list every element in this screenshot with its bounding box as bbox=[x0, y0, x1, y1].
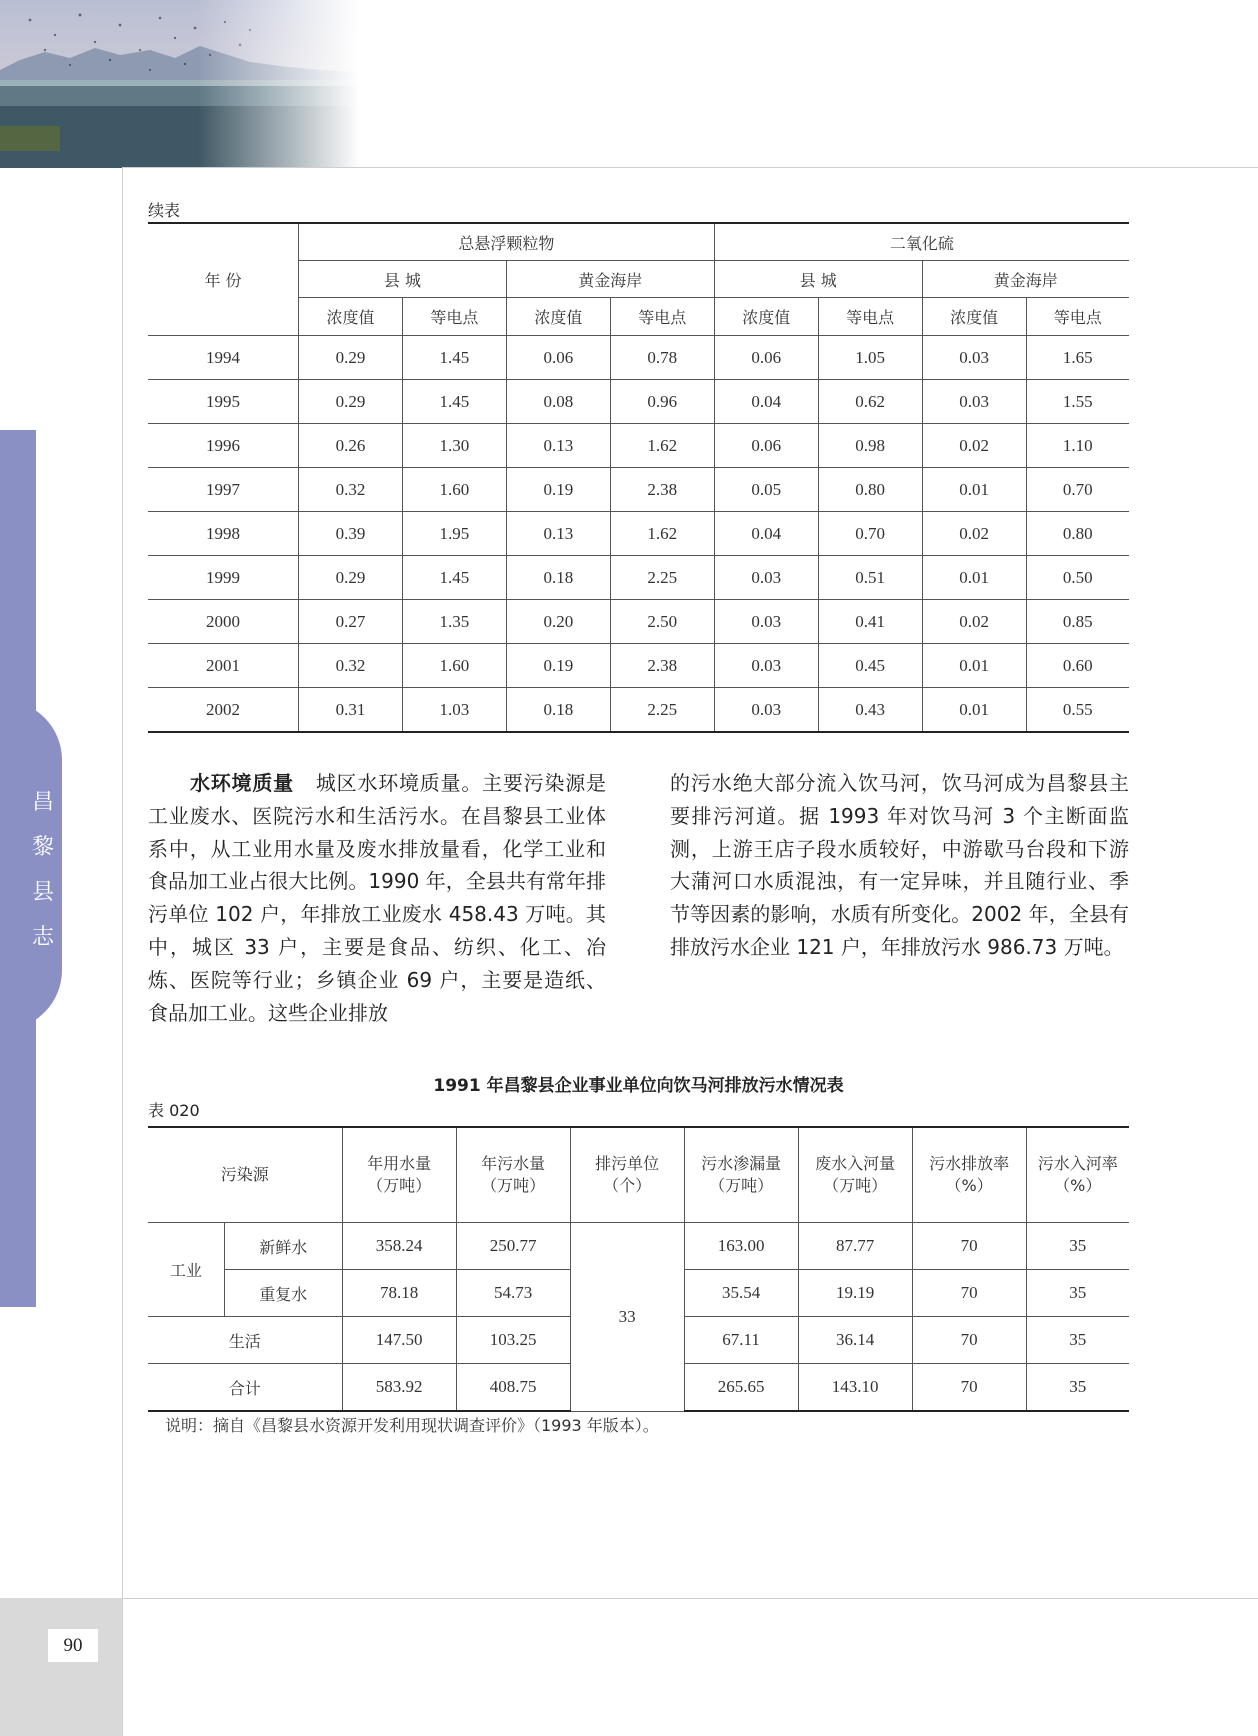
header-line: 年污水量 bbox=[481, 1154, 546, 1173]
table-cell: 0.13 bbox=[506, 512, 610, 556]
footer-rule bbox=[122, 1598, 1258, 1599]
table-cell: 103.25 bbox=[456, 1317, 570, 1364]
table-cell: 1.95 bbox=[402, 512, 506, 556]
table-cell: 1.60 bbox=[402, 644, 506, 688]
table-cell: 0.06 bbox=[714, 336, 818, 380]
table-cell: 1.62 bbox=[610, 424, 714, 468]
table-cell: 87.77 bbox=[798, 1223, 912, 1270]
table-cell: 0.85 bbox=[1026, 600, 1129, 644]
table-cell: 0.70 bbox=[1026, 468, 1129, 512]
year-header: 年 份 bbox=[148, 223, 299, 336]
section-heading: 水环境质量 bbox=[190, 771, 294, 795]
table-cell: 0.04 bbox=[714, 380, 818, 424]
table-cell: 0.03 bbox=[714, 556, 818, 600]
table2-note: 说明：摘自《昌黎县水资源开发利用现状调查评价》（1993 年版本）。 bbox=[165, 1416, 659, 1435]
table-cell: 0.03 bbox=[714, 644, 818, 688]
header-line: 排污单位 bbox=[595, 1154, 660, 1173]
table-cell: 67.11 bbox=[684, 1317, 798, 1364]
table-row bbox=[148, 424, 1129, 468]
table-cell: 0.03 bbox=[714, 688, 818, 733]
header-cell bbox=[798, 1127, 912, 1223]
table-cell: 0.27 bbox=[299, 600, 403, 644]
table-cell: 0.18 bbox=[506, 688, 610, 733]
body-right-column bbox=[670, 767, 1129, 964]
side-title bbox=[28, 780, 58, 960]
table-cell: 35 bbox=[1026, 1317, 1129, 1364]
page-number: 90 bbox=[48, 1629, 98, 1662]
table-cell: 0.26 bbox=[299, 424, 403, 468]
header-line: （万吨） bbox=[823, 1176, 888, 1195]
header-cell bbox=[912, 1127, 1026, 1223]
table-cell: 70 bbox=[912, 1223, 1026, 1270]
table-cell: 265.65 bbox=[684, 1364, 798, 1412]
side-title-char: 志 bbox=[31, 925, 54, 950]
table-cell: 408.75 bbox=[456, 1364, 570, 1412]
table-cell: 0.50 bbox=[1026, 556, 1129, 600]
header-cell bbox=[570, 1127, 684, 1223]
table-cell: 147.50 bbox=[342, 1317, 456, 1364]
table-cell: 0.98 bbox=[818, 424, 922, 468]
side-title-char: 昌 bbox=[31, 790, 54, 815]
table-cell: 70 bbox=[912, 1364, 1026, 1412]
table-cell: 0.96 bbox=[610, 380, 714, 424]
measure-header: 等电点 bbox=[610, 298, 714, 336]
table1-label: 续表 bbox=[148, 201, 181, 220]
table-cell: 0.41 bbox=[818, 600, 922, 644]
measure-header: 等电点 bbox=[818, 298, 922, 336]
table-cell: 0.08 bbox=[506, 380, 610, 424]
table2-label: 表 020 bbox=[148, 1101, 200, 1120]
measure-header: 浓度值 bbox=[714, 298, 818, 336]
table-cell: 0.01 bbox=[922, 556, 1026, 600]
table-cell: 0.29 bbox=[299, 380, 403, 424]
header-line: （%） bbox=[1054, 1176, 1102, 1195]
table-cell: 2.38 bbox=[610, 644, 714, 688]
table-cell: 1.62 bbox=[610, 512, 714, 556]
table-cell: 0.03 bbox=[922, 380, 1026, 424]
table-row bbox=[148, 600, 1129, 644]
location-header: 黄金海岸 bbox=[506, 261, 714, 298]
side-title-char: 黎 bbox=[31, 835, 54, 860]
table-cell: 0.80 bbox=[1026, 512, 1129, 556]
table-cell: 0.06 bbox=[714, 424, 818, 468]
table-cell: 19.19 bbox=[798, 1270, 912, 1317]
measure-header: 等电点 bbox=[402, 298, 506, 336]
row-label: 生活 bbox=[148, 1317, 342, 1364]
table-cell: 0.39 bbox=[299, 512, 403, 556]
header-line: 污水排放率 bbox=[929, 1154, 1010, 1173]
location-header: 黄金海岸 bbox=[922, 261, 1129, 298]
table-cell: 70 bbox=[912, 1270, 1026, 1317]
table-cell: 143.10 bbox=[798, 1364, 912, 1412]
header-line: （万吨） bbox=[709, 1176, 774, 1195]
measure-header: 浓度值 bbox=[506, 298, 610, 336]
header-line: （个） bbox=[603, 1176, 652, 1195]
table-cell: 250.77 bbox=[456, 1223, 570, 1270]
table-cell: 358.24 bbox=[342, 1223, 456, 1270]
table-cell: 54.73 bbox=[456, 1270, 570, 1317]
table-cell: 35 bbox=[1026, 1364, 1129, 1412]
table-cell: 0.19 bbox=[506, 468, 610, 512]
table-cell: 0.60 bbox=[1026, 644, 1129, 688]
table-cell: 35.54 bbox=[684, 1270, 798, 1317]
row-label: 重复水 bbox=[225, 1270, 343, 1317]
table-cell: 0.32 bbox=[299, 644, 403, 688]
table-cell: 0.80 bbox=[818, 468, 922, 512]
industry-label: 工业 bbox=[148, 1223, 225, 1317]
table-cell: 0.70 bbox=[818, 512, 922, 556]
header-line: 废水入河量 bbox=[815, 1154, 896, 1173]
table-row bbox=[148, 556, 1129, 600]
table-cell: 0.03 bbox=[714, 600, 818, 644]
table-cell: 1.30 bbox=[402, 424, 506, 468]
table-cell: 1.45 bbox=[402, 380, 506, 424]
group-header: 总悬浮颗粒物 bbox=[299, 223, 715, 261]
header-line: （%） bbox=[945, 1176, 993, 1195]
table-row bbox=[148, 468, 1129, 512]
table-cell: 0.29 bbox=[299, 336, 403, 380]
table-cell: 0.29 bbox=[299, 556, 403, 600]
table-cell: 0.18 bbox=[506, 556, 610, 600]
table-cell: 0.78 bbox=[610, 336, 714, 380]
air-quality-table bbox=[148, 222, 1129, 733]
table-cell: 0.20 bbox=[506, 600, 610, 644]
table-cell: 0.19 bbox=[506, 644, 610, 688]
table-cell: 1997 bbox=[148, 468, 299, 512]
table-cell: 583.92 bbox=[342, 1364, 456, 1412]
side-title-char: 县 bbox=[31, 880, 54, 905]
body-text-right: 的污水绝大部分流入饮马河，饮马河成为昌黎县主要排污河道。据 1993 年对饮马河 3 个主断面监测，上游王店子段水质较好，中游歇马台段和下游大蒲河口水质混浊，有一定异味，并且随行业、季节等因素的影响，水质有所变化。2002 年，全县有排放污水企业 121 户，年排放污水 986.73 万吨。 bbox=[670, 771, 1129, 959]
body-left-column bbox=[148, 767, 606, 1029]
row-label: 新鲜水 bbox=[225, 1223, 343, 1270]
table-cell: 1994 bbox=[148, 336, 299, 380]
table-cell: 35 bbox=[1026, 1270, 1129, 1317]
table-cell: 0.01 bbox=[922, 688, 1026, 733]
header-cell bbox=[342, 1127, 456, 1223]
table-row bbox=[148, 1223, 1129, 1270]
table-cell: 2.38 bbox=[610, 468, 714, 512]
table-cell: 0.01 bbox=[922, 644, 1026, 688]
table-cell: 36.14 bbox=[798, 1317, 912, 1364]
table-cell: 2000 bbox=[148, 600, 299, 644]
table-cell: 0.55 bbox=[1026, 688, 1129, 733]
table-cell: 1.45 bbox=[402, 336, 506, 380]
table-row bbox=[148, 512, 1129, 556]
table-cell: 1.35 bbox=[402, 600, 506, 644]
table-cell: 2002 bbox=[148, 688, 299, 733]
header-line: （万吨） bbox=[481, 1176, 546, 1195]
header-line: 污水渗漏量 bbox=[701, 1154, 782, 1173]
table-cell: 0.31 bbox=[299, 688, 403, 733]
table-cell: 0.13 bbox=[506, 424, 610, 468]
table-cell: 163.00 bbox=[684, 1223, 798, 1270]
table-row bbox=[148, 336, 1129, 380]
table-cell: 0.32 bbox=[299, 468, 403, 512]
body-text-left: 城区水环境质量。主要污染源是工业废水、医院污水和生活污水。在昌黎县工业体系中，从工业用水量及废水排放量看，化学工业和食品加工业占很大比例。1990 年，全县共有常年排污单位 102 户，年排放工业废水 458.43 万吨。其中，城区 33 户，主要是食品、纺织、化工、冶炼、医院等行业；乡镇企业 69 户，主要是造纸、食品加工业。这些企业排放 bbox=[148, 771, 607, 1025]
table-cell: 2.50 bbox=[610, 600, 714, 644]
table-cell: 0.04 bbox=[714, 512, 818, 556]
header-rule bbox=[122, 167, 1258, 168]
header-line: （万吨） bbox=[367, 1176, 432, 1195]
location-header: 县 城 bbox=[299, 261, 507, 298]
table-cell: 2001 bbox=[148, 644, 299, 688]
table-cell: 1.03 bbox=[402, 688, 506, 733]
table-cell: 0.62 bbox=[818, 380, 922, 424]
header-cell: 污染源 bbox=[148, 1127, 342, 1223]
table-cell: 0.51 bbox=[818, 556, 922, 600]
table-cell: 0.05 bbox=[714, 468, 818, 512]
table-cell: 78.18 bbox=[342, 1270, 456, 1317]
group-header: 二氧化硫 bbox=[714, 223, 1129, 261]
units-merged-cell: 33 bbox=[570, 1223, 684, 1412]
table-cell: 35 bbox=[1026, 1223, 1129, 1270]
sewage-discharge-table bbox=[148, 1126, 1129, 1412]
header-cell bbox=[684, 1127, 798, 1223]
measure-header: 等电点 bbox=[1026, 298, 1129, 336]
table-cell: 0.02 bbox=[922, 424, 1026, 468]
header-line: 年用水量 bbox=[367, 1154, 432, 1173]
table-cell: 0.43 bbox=[818, 688, 922, 733]
table-cell: 1.10 bbox=[1026, 424, 1129, 468]
table2-title: 1991 年昌黎县企业事业单位向饮马河排放污水情况表 bbox=[433, 1076, 844, 1096]
footer-gray-block bbox=[0, 1598, 122, 1736]
table-row bbox=[148, 688, 1129, 733]
table-cell: 1996 bbox=[148, 424, 299, 468]
header-photo bbox=[0, 0, 360, 168]
table-cell: 0.02 bbox=[922, 600, 1026, 644]
table-row bbox=[148, 644, 1129, 688]
table-cell: 0.03 bbox=[922, 336, 1026, 380]
table-cell: 1998 bbox=[148, 512, 299, 556]
table-cell: 0.02 bbox=[922, 512, 1026, 556]
table-cell: 1.60 bbox=[402, 468, 506, 512]
table-cell: 1.45 bbox=[402, 556, 506, 600]
header-cell bbox=[1026, 1127, 1129, 1223]
location-header: 县 城 bbox=[714, 261, 922, 298]
table-cell: 1.65 bbox=[1026, 336, 1129, 380]
header-cell bbox=[456, 1127, 570, 1223]
table-cell: 1995 bbox=[148, 380, 299, 424]
table-cell: 0.01 bbox=[922, 468, 1026, 512]
measure-header: 浓度值 bbox=[922, 298, 1026, 336]
table-cell: 1999 bbox=[148, 556, 299, 600]
table-cell: 1.55 bbox=[1026, 380, 1129, 424]
header-line: 污水入河率 bbox=[1037, 1154, 1118, 1173]
table-cell: 2.25 bbox=[610, 556, 714, 600]
table-cell: 2.25 bbox=[610, 688, 714, 733]
table-cell: 0.45 bbox=[818, 644, 922, 688]
table-cell: 1.05 bbox=[818, 336, 922, 380]
row-label: 合计 bbox=[148, 1364, 342, 1412]
table-cell: 0.06 bbox=[506, 336, 610, 380]
measure-header: 浓度值 bbox=[299, 298, 403, 336]
table-row bbox=[148, 380, 1129, 424]
table-cell: 70 bbox=[912, 1317, 1026, 1364]
